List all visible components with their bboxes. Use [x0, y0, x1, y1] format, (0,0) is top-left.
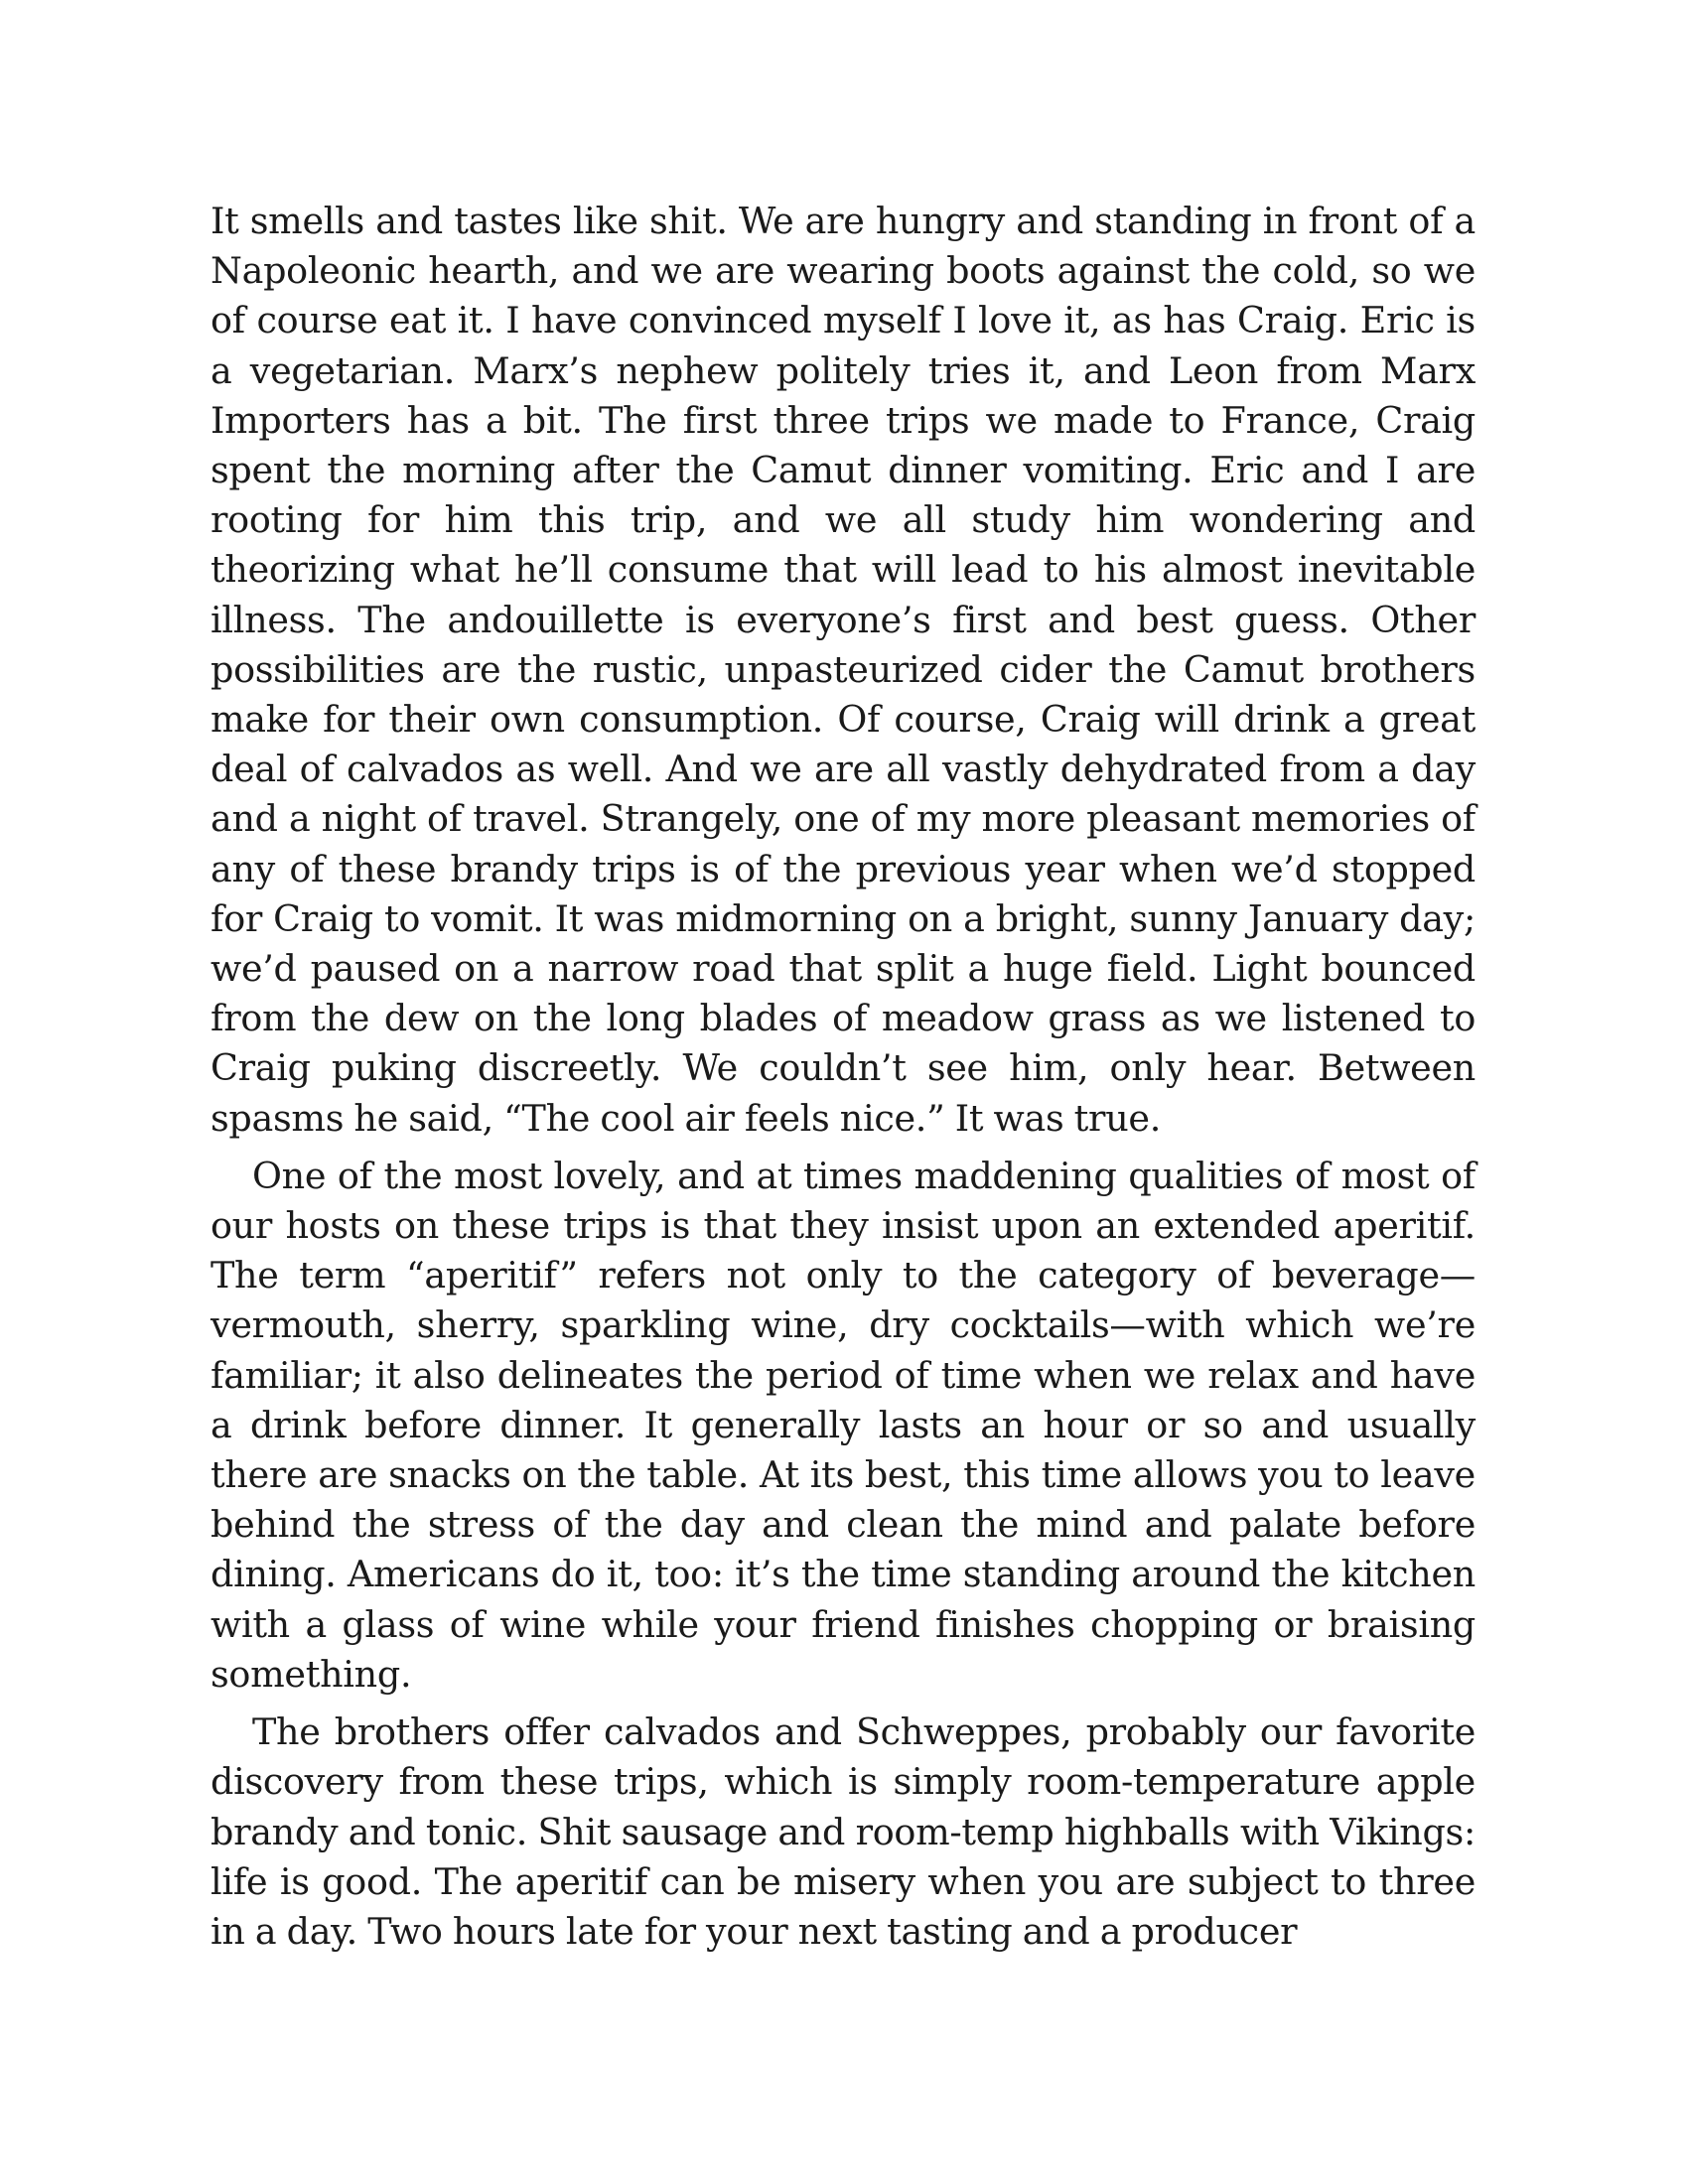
paragraph-1: It smells and tastes like shit. We are hungry and standing in front of a Napoleonic hearth, and we are wearing boots against the cold, so we of course eat it. I have convinced myself I love it, as has Craig. Eric is a vegetarian. Marx’s nephew politely tries it, and Leon from Marx Importers has a bit. The first three trips we made to France, Craig spent the morning after the Camut dinner vomiting. Eric and I are rooting for him this trip, and we all study him wondering and theorizing what he’ll consume that will lead to his almost inevitable illness. The andouillette is everyone’s first and best guess. Other possibilities are the rustic, unpasteurized cider the Camut brothers make for their own consumption. Of course, Craig will drink a great deal of calvados as well. And we are all vastly dehydrated from a day and a night of travel. Strangely, one of my more pleasant memories of any of these brandy trips is of the previous year when we’d stopped for Craig to vomit. It was midmorning on a bright, sunny January day; we’d paused on a narrow road that split a huge field. Light bounced from the dew on the long blades of meadow grass as we listened to Craig puking discreetly. We couldn’t see him, only hear. Between spasms he said, “The cool air feels nice.” It was true. [211, 200, 1476, 1140]
page-body [211, 197, 1476, 1957]
paragraph-2: One of the most lovely, and at times maddening qualities of most of our hosts on these trips is that they insist upon an extended aperitif. The term “aperitif” refers not only to the category of beverage—vermouth, sherry, sparkling wine, dry cocktails—with which we’re familiar; it also delineates the period of time when we relax and have a drink before dinner. It generally lasts an hour or so and usually there are snacks on the table. At its best, this time allows you to leave behind the stress of the day and clean the mind and palate before dining. Americans do it, too: it’s the time standing around the kitchen with a glass of wine while your friend finishes chopping or braising something. [211, 1154, 1476, 1696]
paragraph-3: The brothers offer calvados and Schweppes, probably our favorite discovery from these trips, which is simply room-temperature apple brandy and tonic. Shit sausage and room-temp highballs with Vikings: life is good. The aperitif can be misery when you are subject to three in a day. Two hours late for your next tasting and a producer [211, 1710, 1476, 1953]
